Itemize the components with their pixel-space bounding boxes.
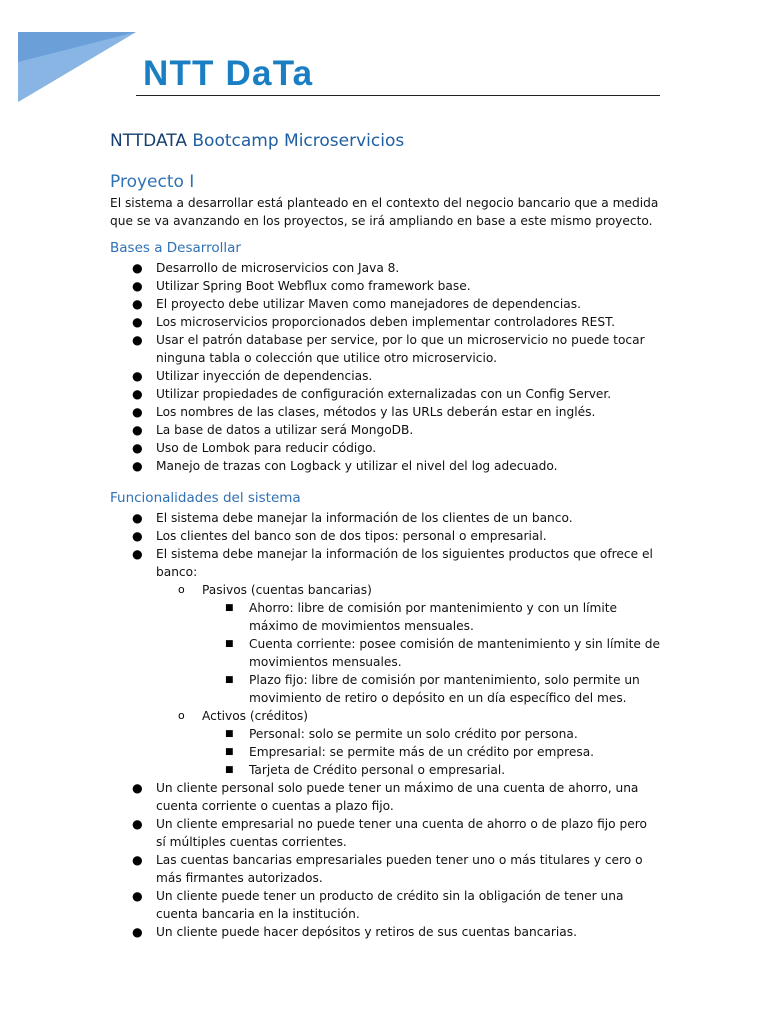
bullet-icon: ● [132,333,143,347]
header-divider [136,95,660,96]
list-item [132,527,660,545]
list-item-text: Utilizar inyección de dependencias. [156,369,373,383]
list-item [132,259,660,277]
section-title: Proyecto I [110,172,195,192]
list-item [132,367,660,385]
list-item [132,295,660,313]
list-item-text: Utilizar propiedades de configuración externalizadas con un Config Server. [156,387,612,401]
bullet-icon: ● [132,459,143,473]
bullet-icon: ● [132,297,143,311]
square-bullet-icon: ■ [225,729,234,739]
square-bullet-icon: ■ [225,639,234,649]
list-item-text: Las cuentas bancarias empresariales pueden tener uno o más titulares y cero o más firmantes autorizados. [156,853,643,885]
sub-sub-list-item [225,635,661,671]
list-item-text: Pasivos (cuentas bancarias) [202,583,372,597]
intro-paragraph: El sistema a desarrollar está planteado en el contexto del negocio bancario que a medida que se va avanzando en los proyectos, se irá ampliando en base a este mismo proyecto. [110,196,659,228]
bullet-icon: ● [132,853,143,867]
list-item-text: El proyecto debe utilizar Maven como manejadores de dependencias. [156,297,581,311]
sub-sub-list-item [225,761,660,779]
bullet-icon: ● [132,889,143,903]
list-item [132,509,660,527]
sub-sub-list-item [225,725,660,743]
bullet-icon: ● [132,369,143,383]
list-item-text: Un cliente personal solo puede tener un máximo de una cuenta de ahorro, una cuenta corriente o cuentas a plazo fijo. [156,781,639,813]
list-item [132,277,660,295]
list-item-text: Un cliente puede hacer depósitos y retiros de sus cuentas bancarias. [156,925,577,939]
bullet-icon: ● [132,781,143,795]
list-item [132,457,660,475]
list-item-text: Ahorro: libre de comisión por mantenimiento y con un límite máximo de movimientos mensuales. [249,601,618,633]
square-bullet-icon: ■ [225,765,234,775]
list-item-text: El sistema debe manejar la información de los siguientes productos que ofrece el banco: [156,547,653,579]
list-item [132,545,660,581]
bullet-icon: ● [132,511,143,525]
list-item [132,815,660,851]
list-item-text: Usar el patrón database per service, por lo que un microservicio no puede tocar ninguna tabla o colección que utilice otro microservicio. [156,333,645,365]
list-item-text: Utilizar Spring Boot Webflux como framework base. [156,279,471,293]
sub-sub-list-item [225,743,660,761]
bullet-icon: ● [132,529,143,543]
list-item-text: Tarjeta de Crédito personal o empresarial. [249,763,506,777]
square-bullet-icon: ■ [225,675,234,685]
list-item [132,851,660,887]
list-item-text: Empresarial: se permite más de un crédito por empresa. [249,745,595,759]
sub-sub-list-item [225,671,660,707]
bullet-icon: ● [132,441,143,455]
bullet-icon: ● [132,925,143,939]
list-item [132,421,660,439]
list-item-text: Personal: solo se permite un solo crédito por persona. [249,727,578,741]
sub-list-item [178,707,660,725]
document-title-brand: NTTDATA [110,131,187,151]
list-item [132,779,660,815]
circle-bullet-icon: o [178,709,185,722]
list-item-text: Los clientes del banco son de dos tipos: personal o empresarial. [156,529,547,543]
list-item-text: Cuenta corriente: posee comisión de mantenimiento y sin límite de movimientos mensuales. [249,637,661,669]
list-item [132,923,660,941]
list-item-text: Un cliente puede tener un producto de crédito sin la obligación de tener una cuenta bancaria en la institución. [156,889,624,921]
list-item-text: El sistema debe manejar la información de los clientes de un banco. [156,511,573,525]
list-item-text: Uso de Lombok para reducir código. [156,441,377,455]
list-item [132,887,660,923]
bullet-icon: ● [132,315,143,329]
bullet-icon: ● [132,817,143,831]
bullet-icon: ● [132,279,143,293]
list-item-text: Desarrollo de microservicios con Java 8. [156,261,400,275]
list-item [132,403,660,421]
bullet-icon: ● [132,423,143,437]
funcionalidades-list [0,509,768,941]
list-item-text: Los nombres de las clases, métodos y las URLs deberán estar en inglés. [156,405,596,419]
list-item [132,439,660,457]
heading-funcionalidades: Funcionalidades del sistema [110,490,301,506]
sub-sub-list-item [225,599,660,635]
sub-list-item [178,581,660,599]
ntt-data-logo-text: NTT DaTa [143,54,314,93]
list-item-text: La base de datos a utilizar será MongoDB. [156,423,414,437]
square-bullet-icon: ■ [225,603,234,613]
list-item [132,331,660,367]
bullet-icon: ● [132,261,143,275]
document-title [110,130,404,152]
list-item-text: Un cliente empresarial no puede tener una cuenta de ahorro o de plazo fijo pero sí múltiples cuentas corrientes. [156,817,647,849]
heading-bases: Bases a Desarrollar [110,240,241,256]
bullet-icon: ● [132,387,143,401]
document-title-rest: Bootcamp Microservicios [192,131,405,151]
bullet-icon: ● [132,547,143,561]
bases-list [0,259,768,475]
list-item [132,313,660,331]
circle-bullet-icon: o [178,583,185,596]
list-item [132,385,660,403]
square-bullet-icon: ■ [225,747,234,757]
list-item-text: Plazo fijo: libre de comisión por mantenimiento, solo permite un movimiento de retiro o depósito en un día específico del mes. [249,673,640,705]
list-item-text: Manejo de trazas con Logback y utilizar el nivel del log adecuado. [156,459,558,473]
list-item-text: Los microservicios proporcionados deben implementar controladores REST. [156,315,615,329]
list-item-text: Activos (créditos) [202,709,309,723]
ntt-data-logo-mark-icon [18,32,136,102]
bullet-icon: ● [132,405,143,419]
